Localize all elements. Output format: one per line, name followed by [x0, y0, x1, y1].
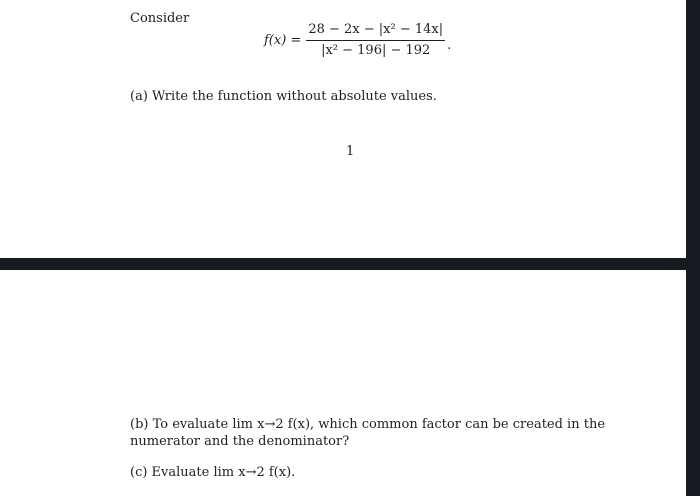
- formula-fraction: [306, 22, 445, 59]
- question-part-b-line-2: numerator and the denominator?: [130, 434, 350, 449]
- formula-period: .: [447, 38, 452, 53]
- question-part-a: (a) Write the function without absolute values.: [130, 89, 437, 104]
- question-part-c: (c) Evaluate lim x→2 f(x).: [130, 465, 296, 480]
- page-number: 1: [346, 144, 355, 159]
- formula-lhs: f(x) =: [264, 33, 302, 48]
- intro-text: Consider: [130, 11, 190, 26]
- question-part-b-line-1: (b) To evaluate lim x→2 f(x), which common factor can be created in the: [130, 417, 606, 432]
- function-formula: [264, 22, 451, 59]
- formula-denominator: |x² − 196| − 192: [321, 43, 431, 58]
- formula-numerator: 28 − 2x − |x² − 14x|: [306, 22, 445, 41]
- document-page-2: [0, 270, 686, 496]
